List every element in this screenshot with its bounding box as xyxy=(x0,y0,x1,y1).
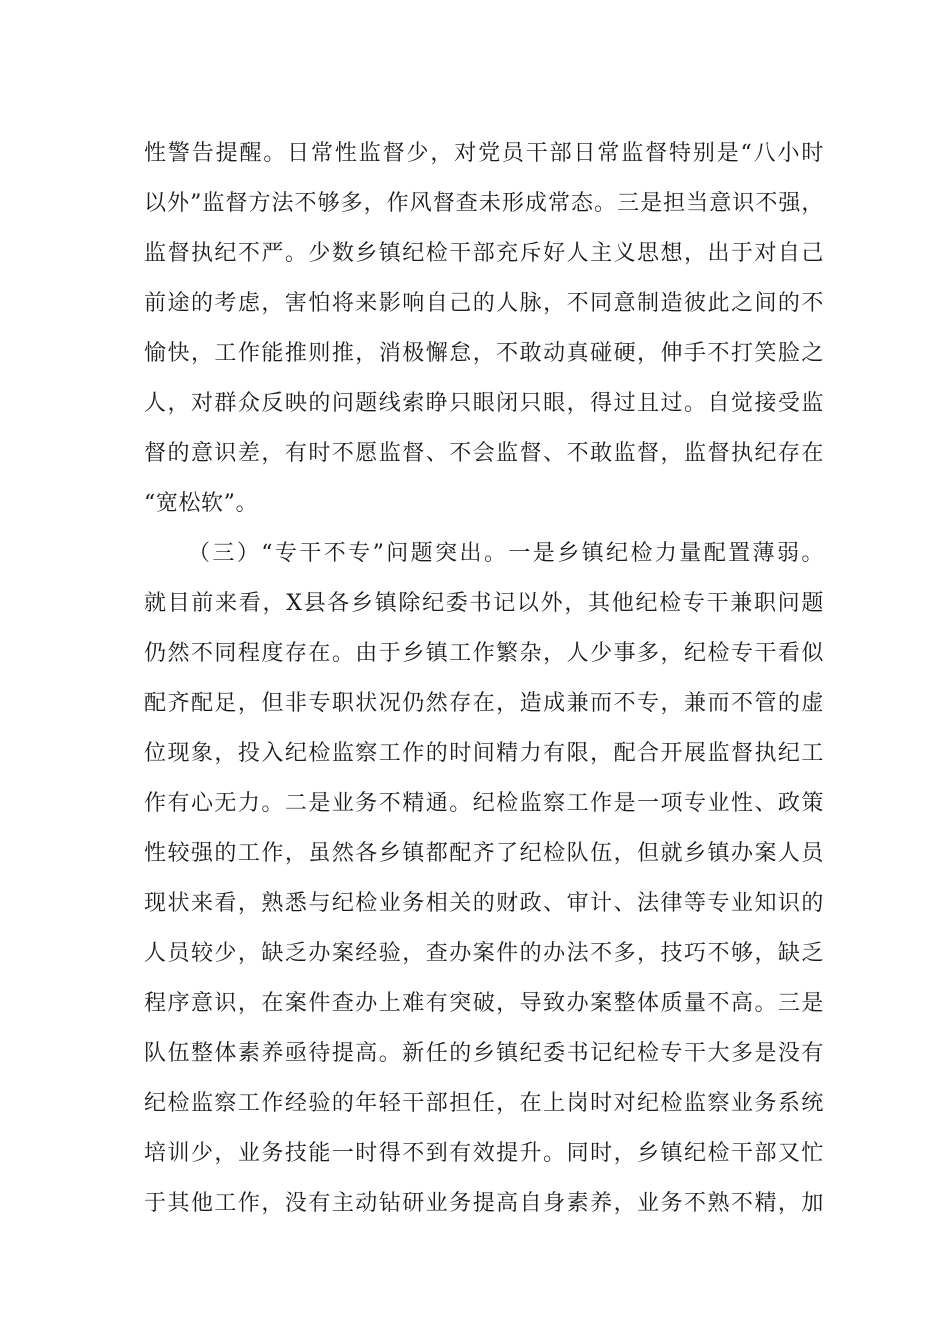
text-line: 监督执纪不严。少数乡镇纪检干部充斥好人主义思想，出于对自己 xyxy=(144,241,824,266)
text-line: 性警告提醒。日常性监督少，对党员干部日常监督特别是“八小时 xyxy=(144,141,824,166)
text-line: 位现象，投入纪检监察工作的时间精力有限，配合开展监督执纪工 xyxy=(144,741,824,766)
text-line: 督的意识差，有时不愿监督、不会监督、不敢监督，监督执纪存在 xyxy=(144,441,824,466)
text-line: “宽松软”。 xyxy=(144,491,259,516)
text-line: 以外”监督方法不够多，作风督查未形成常态。三是担当意识不强， xyxy=(144,191,824,216)
text-line: 性较强的工作，虽然各乡镇都配齐了纪检队伍，但就乡镇办案人员 xyxy=(144,841,824,866)
text-line: 配齐配足，但非专职状况仍然存在，造成兼而不专，兼而不管的虚 xyxy=(144,691,824,716)
text-line: 作有心无力。二是业务不精通。纪检监察工作是一项专业性、政策 xyxy=(144,791,824,816)
text-line: 培训少，业务技能一时得不到有效提升。同时，乡镇纪检干部又忙 xyxy=(144,1141,824,1166)
text-line: 人员较少，缺乏办案经验，查办案件的办法不多，技巧不够，缺乏 xyxy=(144,941,824,966)
text-line: 纪检监察工作经验的年轻干部担任，在上岗时对纪检监察业务系统 xyxy=(144,1091,824,1116)
text-line: 愉快，工作能推则推，消极懈怠，不敢动真碰硬，伸手不打笑脸之 xyxy=(144,341,824,366)
text-line: 就目前来看，X县各乡镇除纪委书记以外，其他纪检专干兼职问题 xyxy=(144,591,824,616)
text-line: 人，对群众反映的问题线索睁只眼闭只眼，得过且过。自觉接受监 xyxy=(144,391,824,416)
text-line: 于其他工作，没有主动钻研业务提高自身素养，业务不熟不精，加 xyxy=(144,1191,824,1216)
text-line: 前途的考虑，害怕将来影响自己的人脉，不同意制造彼此之间的不 xyxy=(144,291,824,316)
text-line: 程序意识，在案件查办上难有突破，导致办案整体质量不高。三是 xyxy=(144,991,824,1016)
text-line: 仍然不同程度存在。由于乡镇工作繁杂，人少事多，纪检专干看似 xyxy=(144,641,824,666)
text-line: 队伍整体素养亟待提高。新任的乡镇纪委书记纪检专干大多是没有 xyxy=(144,1041,824,1066)
text-line: 现状来看，熟悉与纪检业务相关的财政、审计、法律等专业知识的 xyxy=(144,891,824,916)
section-heading-line: （三）“专干不专”问题突出。一是乡镇纪检力量配置薄弱。 xyxy=(188,541,824,566)
